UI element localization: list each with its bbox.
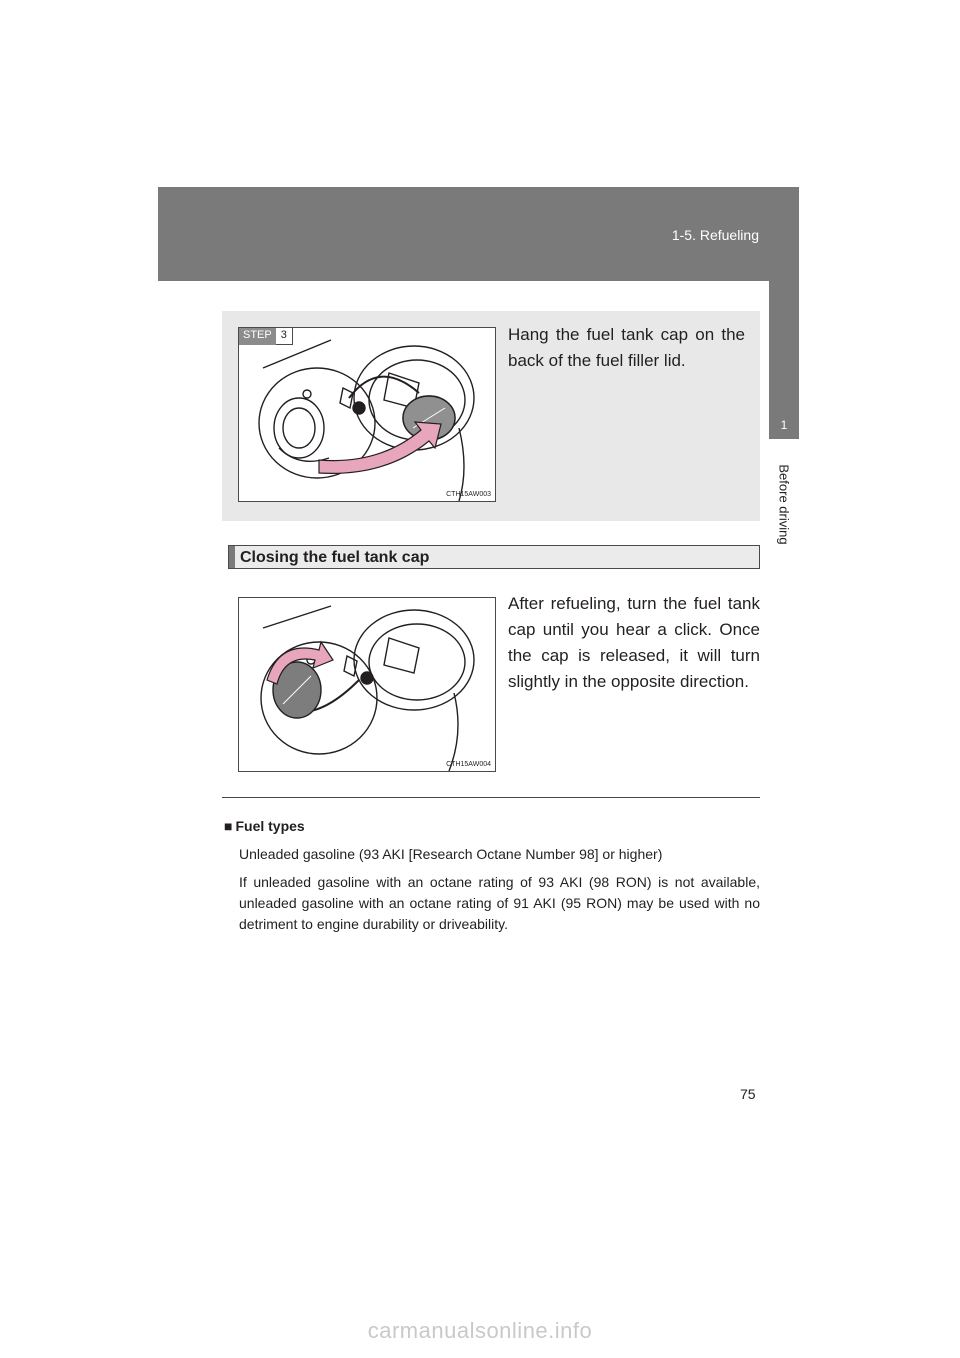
fuel-cap-closing-illustration xyxy=(239,598,495,771)
step-badge xyxy=(239,328,293,345)
page-number: 75 xyxy=(740,1086,756,1102)
closing-illustration xyxy=(238,597,496,772)
step-badge-number: 3 xyxy=(276,328,293,345)
header-bar xyxy=(158,187,799,281)
heading-accent-bar xyxy=(229,546,235,568)
section-heading xyxy=(228,545,760,569)
note-title-text: Fuel types xyxy=(235,818,305,834)
closing-instruction: After refueling, turn the fuel tank cap until you hear a click. Once the cap is released, it will turn slightly in the opposite direction. xyxy=(508,594,760,691)
chapter-number: 1 xyxy=(780,418,788,432)
step-badge-label: STEP xyxy=(239,328,276,345)
illustration-code: CTH15AW003 xyxy=(446,491,491,498)
fuel-types-note xyxy=(224,816,760,942)
section-title: 1-5. Refueling xyxy=(671,227,759,243)
watermark: carmanualsonline.info xyxy=(367,1318,593,1343)
step-instruction: Hang the fuel tank cap on the back of the fuel filler lid. xyxy=(508,325,745,370)
illustration-code: CTH15AW004 xyxy=(446,761,491,768)
section-heading-text: Closing the fuel tank cap xyxy=(240,549,430,566)
step-illustration xyxy=(238,327,496,502)
divider xyxy=(222,797,760,798)
note-paragraph: Unleaded gasoline (93 AKI [Research Octane Number 98] or higher) xyxy=(239,846,663,862)
square-bullet-icon: ■ xyxy=(224,818,233,834)
note-title xyxy=(224,816,760,837)
fuel-cap-hanging-illustration xyxy=(239,328,495,501)
note-paragraph: If unleaded gasoline with an octane rating of 93 AKI (98 RON) is not available, unleaded gasoline with an octane rating of 91 AKI (95 RON) may be used with no detriment to engine durability or driveability. xyxy=(239,874,760,932)
chapter-label-text: Before driving xyxy=(776,464,792,545)
chapter-tab xyxy=(769,281,799,439)
